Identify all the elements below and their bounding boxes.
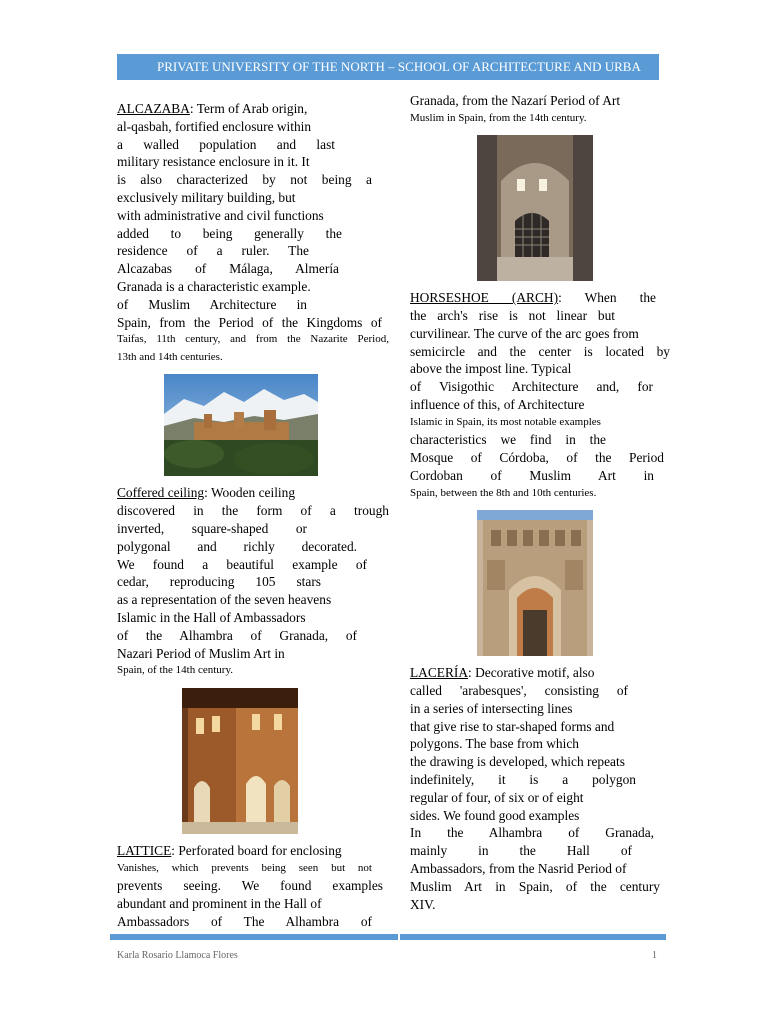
text-line: in a series of intersecting lines — [410, 700, 573, 716]
text-line: Muslim in Spain, from the 14th century. — [410, 111, 587, 124]
text-line: polygons. The base from which — [410, 736, 579, 752]
laceria-entry — [410, 664, 675, 913]
text-line: regular of four, of six or of eight — [410, 789, 584, 805]
text-line: XIV. — [410, 896, 436, 912]
coffered-ceiling-entry — [117, 484, 389, 679]
text-line: Islamic in the Hall of Ambassadors — [117, 609, 306, 625]
text-line: 13th and 14th centuries. — [117, 350, 223, 363]
alcazaba-term: ALCAZABA — [117, 101, 190, 116]
text-line: semicircle and the center is located by — [410, 343, 670, 359]
text-line: : Perforated board for enclosing — [171, 842, 342, 858]
text-line: Alcazabas of Málaga, Almería — [117, 261, 339, 277]
coffered-term: Coffered ceiling — [117, 485, 205, 501]
text-line: Muslim Art in Spain, of the century — [410, 878, 660, 894]
text-line: Spain, of the 14th century. — [117, 664, 233, 677]
text-line: Islamic in Spain, its most notable examples — [410, 415, 601, 428]
lattice-entry — [117, 842, 389, 931]
text-line: of Visigothic Architecture and, for — [410, 379, 653, 395]
text-line: with administrative and civil functions — [117, 207, 324, 223]
text-line: cedar, reproducing 105 stars — [117, 574, 321, 590]
text-line: exclusively military building, but — [117, 189, 296, 205]
lattice-term: LATTICE — [117, 842, 172, 858]
text-line: : Decorative motif, also — [468, 665, 595, 681]
text-line: Cordoban of Muslim Art in — [410, 467, 654, 483]
alcazaba-entry — [117, 100, 389, 366]
text-line: prevents seeing. We found examples — [117, 878, 383, 894]
right-column — [410, 92, 675, 913]
text-line: We found a beautiful example of — [117, 556, 367, 572]
header-title: PRIVATE UNIVERSITY OF THE NORTH – SCHOOL OF ARCHITECTURE AND URBA — [157, 59, 641, 74]
laceria-term: LACERÍA — [410, 665, 469, 681]
footer-author: Karla Rosario Llamoca Flores — [117, 950, 238, 961]
text-line: Nazari Period of Muslim Art in — [117, 645, 285, 661]
text-line: as a representation of the seven heavens — [117, 592, 332, 608]
text-line: discovered in the form of a trough — [117, 503, 389, 519]
text-line: curvilinear. The curve of the arc goes from — [410, 325, 639, 341]
text-line: Taifas, 11th century, and from the Nazarite Period, — [117, 333, 389, 346]
text-line: characteristics we find in the — [410, 432, 606, 448]
text-line: Vanishes, which prevents being seen but not — [117, 861, 372, 874]
horseshoe-arch-entry — [410, 289, 675, 502]
text-line: Mosque of Córdoba, of the Period — [410, 450, 664, 466]
text-line: the arch's rise is not linear but — [410, 308, 615, 324]
horseshoe-term: HORSESHOE (ARCH) — [410, 290, 559, 306]
document-header — [117, 54, 659, 80]
text-line: of the Alhambra of Granada, of — [117, 627, 357, 643]
text-line: called 'arabesques', consisting of — [410, 683, 628, 699]
text-line: Spain, between the 8th and 10th centuries. — [410, 486, 597, 499]
text-line: that give rise to star-shaped forms and — [410, 718, 615, 734]
footer-divider — [110, 934, 666, 940]
text-line: of Muslim Architecture in — [117, 296, 307, 312]
text-line: Granada is a characteristic example. — [117, 278, 311, 294]
text-line: Granada, from the Nazarí Period of Art — [410, 93, 621, 108]
text-line: abundant and prominent in the Hall of — [117, 895, 322, 911]
text-line: military resistance enclosure in it. It — [117, 154, 310, 170]
text-line: Spain, from the Period of the Kingdoms of — [117, 314, 382, 330]
text-line: al-qasbah, fortified enclosure within — [117, 118, 312, 134]
text-line: sides. We found good examples — [410, 807, 580, 823]
text-line: a walled population and last — [117, 136, 335, 152]
hall-of-ambassadors-photo — [182, 688, 298, 834]
text-line: : Wooden ceiling — [204, 485, 296, 501]
text-line: : Term of Arab origin, — [189, 101, 308, 116]
text-line: inverted, square-shaped or — [117, 520, 307, 536]
text-line: added to being generally the — [117, 225, 342, 241]
text-line: Ambassadors of The Alhambra of — [117, 913, 372, 929]
text-line: is also characterized by not being a — [117, 172, 372, 188]
text-line: influence of this, of Architecture — [410, 397, 585, 413]
text-line: residence of a ruler. The — [117, 243, 309, 259]
page-number: 1 — [652, 950, 657, 961]
text-line: : When the — [558, 290, 656, 306]
text-line: mainly in the Hall of — [410, 843, 632, 859]
alhambra-landscape-photo — [164, 374, 318, 476]
text-line: In the Alhambra of Granada, — [410, 825, 654, 841]
arched-window-photo — [477, 135, 593, 281]
text-line: indefinitely, it is a polygon — [410, 772, 636, 788]
text-line: Ambassadors, from the Nasrid Period of — [410, 861, 627, 877]
text-line: polygonal and richly decorated. — [117, 538, 357, 554]
text-line: above the impost line. Typical — [410, 361, 572, 377]
text-line: the drawing is developed, which repeats — [410, 754, 625, 770]
left-column — [117, 100, 389, 931]
mosque-doorway-photo — [477, 510, 593, 656]
